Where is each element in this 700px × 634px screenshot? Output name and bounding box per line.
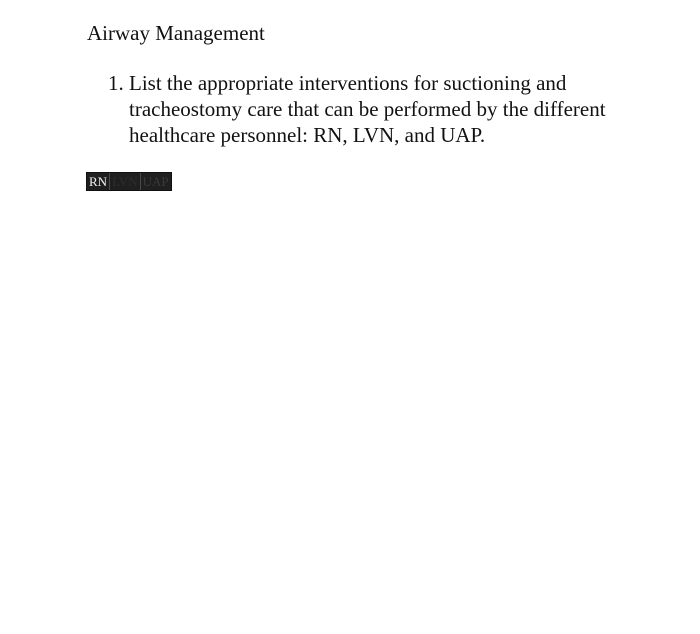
question-item (108, 70, 648, 148)
column-header-rn: RN (89, 174, 108, 189)
document-title: Airway Management (87, 21, 265, 45)
question-text: List the appropriate interventions for suctioning and tracheostomy care that can be performed by the different healthcare personnel: RN, LVN, and UAP. (129, 71, 606, 147)
column-header-strip (86, 172, 172, 191)
column-header-lvn: LVN (109, 173, 140, 190)
column-header-uap: UAP (140, 173, 171, 190)
question-number: 1. (108, 71, 124, 95)
